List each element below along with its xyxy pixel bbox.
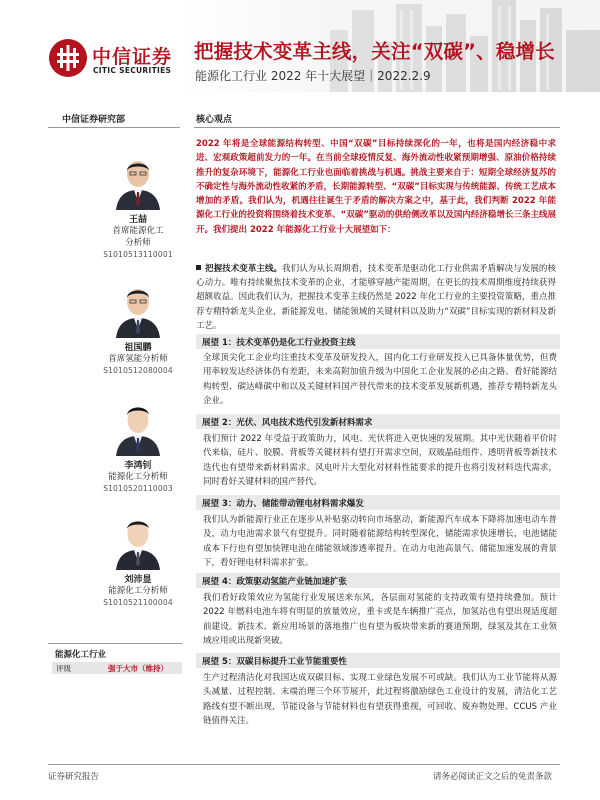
analyst-cert-no: S1010520110003 bbox=[103, 484, 173, 493]
analyst-cert-no: S1010521100004 bbox=[103, 598, 173, 607]
analyst-card bbox=[88, 510, 188, 609]
footer-report-type: 证券研究报告 bbox=[48, 772, 100, 782]
outlook-4-text: 我们看好政策效应为氢能行业发展送来东风，各层面对氢能的支持政策有望持续叠加。预计 2022 年燃料电池车将有明显的放量效应，重卡或是车辆推广亮点，加氢站也有望出现适度超前建设。新技术、新应用场景的落地推广也有望为板块带来新的赛道预期，绿氢及其在工业领域应用或出现新突破。 bbox=[203, 593, 557, 646]
analyst-name: 祖国鹏 bbox=[124, 343, 152, 353]
rating-label: 评级 bbox=[56, 664, 71, 673]
analyst-photo bbox=[108, 150, 168, 210]
outlook-1-heading: 展望 1：技术变革仍是化工行业投资主线 bbox=[196, 334, 560, 349]
analyst-title: 首席氢能分析师 bbox=[108, 354, 168, 364]
footer-divider bbox=[48, 764, 560, 765]
main-divider bbox=[194, 127, 560, 128]
sidebar-divider bbox=[48, 127, 180, 128]
citic-logo-icon bbox=[48, 38, 88, 78]
rating-divider bbox=[48, 643, 182, 644]
analyst-photo bbox=[108, 278, 168, 338]
report-header bbox=[0, 0, 600, 92]
core-view-summary: 2022 年将是全球能源结构转型、中国“双碳”目标持续深化的一年，也将是国内经济稳中求进、宏观政策超前发力的一年。在当前全球疫情反复、海外流动性收紧预期增强、原油价格持续推升的复杂环境下，能源化工行业也面临着挑战与机遇。挑战主要来自于：短期全球经济复苏的不确定性与海外流动性收紧的矛盾，长期能源转型、“双碳”目标实现与传统能源、传统工艺成本增加的矛盾。我们认为，机遇往往诞生于矛盾的解决方案之中，基于此，我们判断 2022 年能源化工行业的投资将围绕着技术变革、“双碳”驱动的供给侧改革以及国内经济稳增长三条主线展开。我们提出 2022 年能源化工行业十大展望如下： bbox=[196, 139, 556, 235]
square-bullet-icon bbox=[196, 265, 201, 270]
rating-industry: 能源化工行业 bbox=[55, 650, 107, 660]
report-subtitle: 能源化工行业 2022 年十大展望｜2022.2.9 bbox=[195, 69, 431, 83]
outlook-1-text: 全球顶尖化工企业均注重技术变革及研发投入，国内化工行业研发投入已具备体量优势，但费用率较发达经济体仍有差距，未来高附加值升级为中国化工企业发展的必由之路。看好能源结构转型、碳达峰碳中和以及关键材料国产替代带来的技术变革发展新机遇，推荐专精特新龙头企业。 bbox=[203, 353, 557, 406]
brand-name-cn: 中信证券 bbox=[92, 46, 173, 68]
rating-row bbox=[52, 662, 182, 674]
analyst-title: 首席能源化工 bbox=[112, 226, 164, 236]
core-view-heading: 核心观点 bbox=[196, 115, 233, 125]
main-thesis-paragraph bbox=[196, 262, 556, 333]
analyst-card bbox=[88, 396, 188, 495]
analyst-photo bbox=[108, 396, 168, 456]
outlook-5-heading: 展望 5：双碳目标提升工业节能重要性 bbox=[196, 653, 560, 668]
analyst-cert-no: S1010512080004 bbox=[103, 366, 173, 375]
outlook-3-text: 我们认为新能源行业正在逐步从补贴驱动转向市场驱动，新能源汽车成本下降将加速电动车普及，动力电池需求景气有望提升。同时随着能源结构转型深化，储能需求快速增长，电池储能成本下行也有望加快锂电池在储能领域渗透率提升。在动力电池高景气、储能加速发展的背景下，看好锂电材料需求扩张。 bbox=[203, 515, 557, 568]
analyst-card bbox=[88, 278, 188, 377]
analyst-title-cont: 分析师 bbox=[125, 238, 151, 248]
main-thesis-lead: 把握技术变革主线。 bbox=[205, 264, 283, 274]
analyst-cert-no: S1010513110001 bbox=[103, 250, 173, 259]
report-title: 把握技术变革主线，关注“双碳”、稳增长 bbox=[194, 40, 555, 63]
analyst-card bbox=[88, 150, 188, 261]
brand-name-en: CITIC SECURITIES bbox=[93, 66, 172, 75]
main-thesis-text: 我们认为从长周期看，技术变革是驱动化工行业供需矛盾解决与发展的核心动力。唯有持续聚焦技术变革的企业，才能够穿越产能周期，在更长的技术周期维度持续获得超额收益。因此我们认为，把握技术变革主线仍然是 2022 年化工行业的主要投资策略，重点推荐专精特新龙头企业，新能源发电、储能领域的关键材料以及助力“双碳”目标实现的新材料及新工艺。 bbox=[196, 264, 556, 331]
analyst-title: 能源化工分析师 bbox=[108, 472, 168, 482]
footer-disclaimer: 请务必阅读正文之后的免责条款 bbox=[432, 772, 552, 782]
outlook-4-heading: 展望 4：政策驱动氢能产业链加速扩张 bbox=[196, 573, 560, 588]
analyst-name: 王喆 bbox=[128, 215, 147, 225]
outlook-3-heading: 展望 3：动力、储能带动锂电材料需求爆发 bbox=[196, 495, 560, 510]
analyst-title: 能源化工分析师 bbox=[108, 586, 168, 596]
analyst-name: 刘沛显 bbox=[124, 575, 152, 585]
analyst-photo bbox=[108, 510, 168, 570]
outlook-5-text: 生产过程清洁化对我国达成双碳目标、实现工业绿色发展不可或缺。我们认为工业节能将从源头减量、过程控制、末端治理三个环节展开，此过程将激励绿色工业设计的发展，清洁化工艺路线有望不断出现，节能设备与节能材料也有望获得重视，可回收、废弃物处理、CCUS 产业链值得关注。 bbox=[203, 673, 557, 726]
outlook-2-text: 我们预计 2022 年受益于政策助力，风电、光伏将进入更快速的发展期。其中光伏随着平价时代来临，硅片、胶膜、背板等关键材料有望打开需求空间，双玻晶硅组件、透明背板等新技术迭代也有望带来新材料需求。风电叶片大型化对材料性能要求的提升也将引发材料迭代需求，同时看好关键材料的国产替代。 bbox=[203, 434, 557, 487]
rating-value: 强于大市（维持） bbox=[108, 664, 168, 673]
outlook-2-heading: 展望 2：光伏、风电技术迭代引发新材料需求 bbox=[196, 414, 560, 429]
analyst-name: 李鸿钊 bbox=[124, 461, 152, 471]
research-dept-label: 中信证券研究部 bbox=[62, 115, 126, 125]
